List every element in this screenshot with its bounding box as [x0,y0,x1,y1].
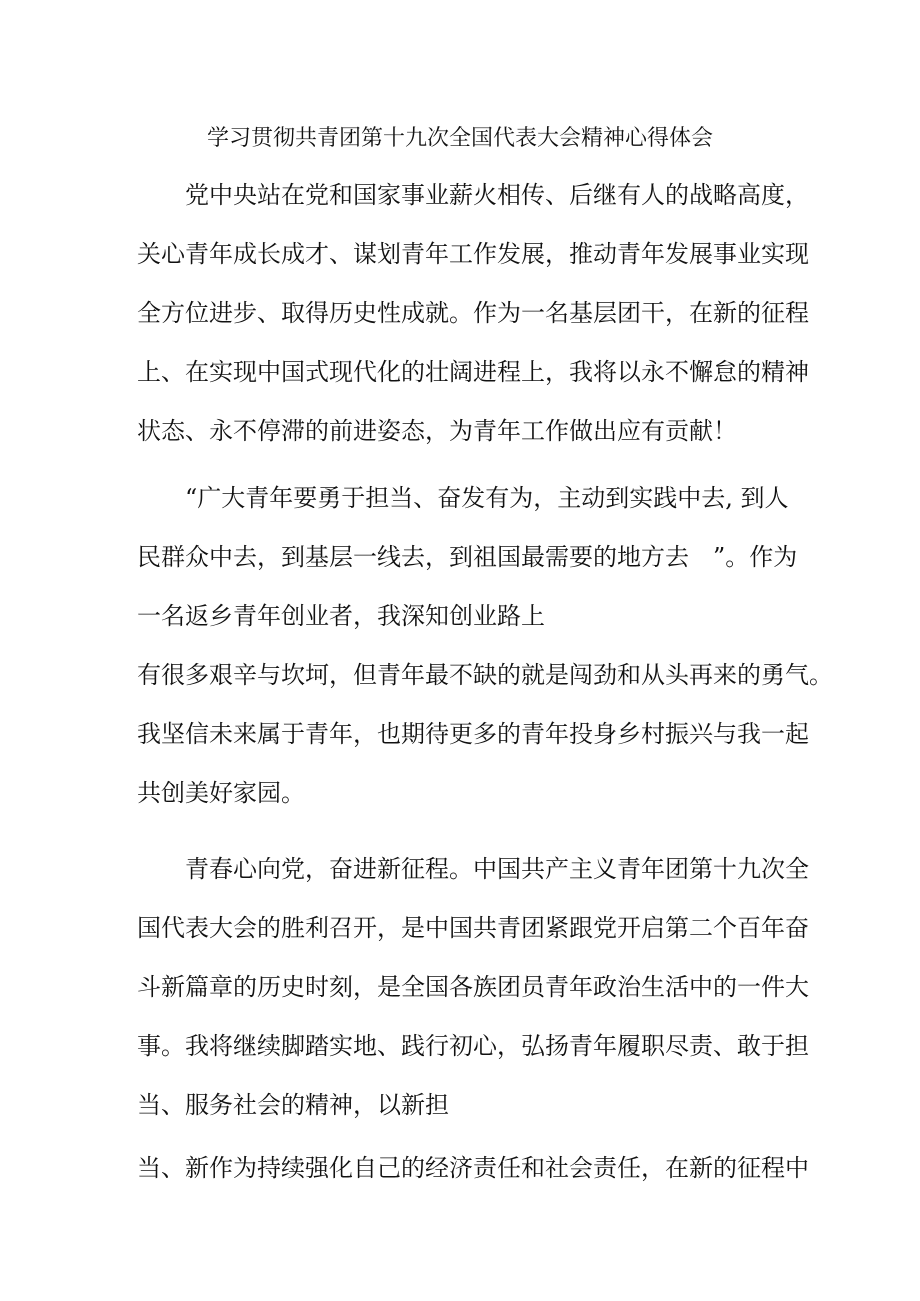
paragraph-1-line-5: 状态、永不停滞的前进姿态，为青年工作做出应有贡献！ [137,417,737,445]
paragraph-1-line-1: 党中央站在党和国家事业薪火相传、后继有人的战略高度， [185,181,809,209]
paragraph-2-line-3: 一名返乡青年创业者，我深知创业路上 [137,602,545,630]
paragraph-1-line-4: 上、在实现中国式现代化的壮阔进程上，我将以永不懈怠的精神 [137,358,809,386]
paragraph-3-line-5: 当、服务社会的精神，以新担 [137,1091,449,1119]
paragraph-3-line-1: 青春心向党，奋进新征程。中国共产主义青年团第十九次全 [185,855,809,883]
paragraph-2-line-5: 我坚信未来属于青年，也期待更多的青年投身乡村振兴与我一起 [137,720,809,748]
document-title: 学习贯彻共青团第十九次全国代表大会精神心得体会 [206,126,713,151]
paragraph-1-line-3: 全方位进步、取得历史性成就。作为一名基层团干，在新的征程 [137,299,809,327]
paragraph-3-line-3: 斗新篇章的历史时刻，是全国各族团员青年政治生活中的一件大 [137,973,809,1001]
paragraph-2-line-1: “广大青年要勇于担当、奋发有为，主动到实践中去, 到人 [185,484,789,512]
paragraph-2-line-6: 共创美好家园。 [137,779,305,807]
paragraph-2-line-2: 民群众中去，到基层一线去，到祖国最需要的地方去 ”。作为 [137,543,798,571]
paragraph-1-line-2: 关心青年成长成才、谋划青年工作发展，推动青年发展事业实现 [137,240,809,268]
paragraph-3-line-4: 事。我将继续脚踏实地、践行初心，弘扬青年履职尽责、敢于担 [137,1032,809,1060]
paragraph-3-line-6: 当、新作为持续强化自己的经济责任和社会责任，在新的征程中 [137,1154,809,1182]
paragraph-3-line-2: 国代表大会的胜利召开，是中国共青团紧跟党开启第二个百年奋 [137,914,809,942]
paragraph-2-line-4: 有很多艰辛与坎坷，但青年最不缺的就是闯劲和从头再来的勇气。 [137,661,833,689]
